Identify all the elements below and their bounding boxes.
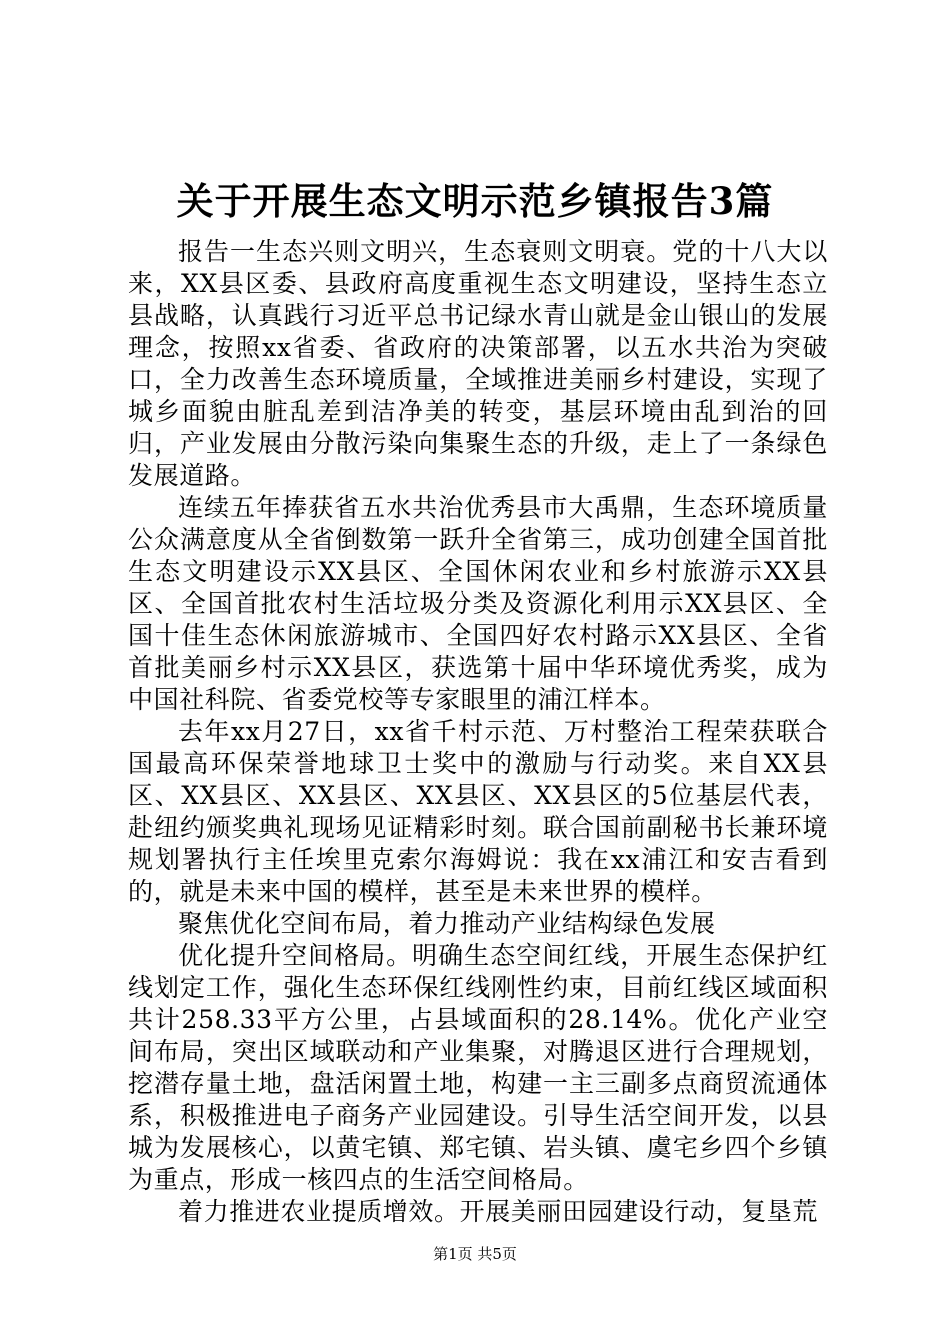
document-title: 关于开展生态文明示范乡镇报告3篇 [176,179,774,223]
paragraph-1: 报告一生态兴则文明兴，生态衰则文明衰。党的十八大以来，XX县区委、县政府高度重视生态文明建设，坚持生态立县战略，认真践行习近平总书记绿水青山就是金山银山的发展理念，按照xx省委、省政府的决策部署，以五水共治为突破口，全力改善生态环境质量，全域推进美丽乡村建设，实现了城乡面貌由脏乱差到洁净美的转变，基层环境由乱到治的回归，产业发展由分散污染向集聚生态的升级，走上了一条绿色发展道路。 [128,237,828,490]
section-heading: 聚焦优化空间布局，着力推动产业结构绿色发展 [178,909,716,938]
document-body [128,236,828,1228]
paragraph-5: 着力推进农业提质增效。开展美丽田园建设行动，复垦荒 [178,1197,819,1226]
page-footer: 第1页 共5页 [433,1245,517,1263]
paragraph-4: 优化提升空间格局。明确生态空间红线，开展生态保护红线划定工作，强化生态环保红线刚性约束，目前红线区域面积共计258.33平方公里，占县域面积的28.14%。优化产业空间布局，突出区域联动和产业集聚，对腾退区进行合理规划，挖潜存量土地，盘活闲置土地，构建一主三副多点商贸流通体系，积极推进电子商务产业园建设。引导生活空间开发，以县城为发展核心，以黄宅镇、郑宅镇、岩头镇、虞宅乡四个乡镇为重点，形成一核四点的生活空间格局。 [128,941,828,1194]
paragraph-2: 连续五年捧获省五水共治优秀县市大禹鼎，生态环境质量公众满意度从全省倒数第一跃升全省第三，成功创建全国首批生态文明建设示XX县区、全国休闲农业和乡村旅游示XX县区、全国首批农村生活垃圾分类及资源化利用示XX县区、全国十佳生态休闲旅游城市、全国四好农村路示XX县区、全省首批美丽乡村示XX县区，获选第十届中华环境优秀奖，成为中国社科院、省委党校等专家眼里的浦江样本。 [128,493,828,714]
paragraph-3: 去年xx月27日，xx省千村示范、万村整治工程荣获联合国最高环保荣誉地球卫士奖中的激励与行动奖。来自XX县区、XX县区、XX县区、XX县区、XX县区的5位基层代表，赴纽约颁奖典礼现场见证精彩时刻。联合国前副秘书长兼环境规划署执行主任埃里克索尔海姆说：我在xx浦江和安吉看到的，就是未来中国的模样，甚至是未来世界的模样。 [128,717,828,906]
